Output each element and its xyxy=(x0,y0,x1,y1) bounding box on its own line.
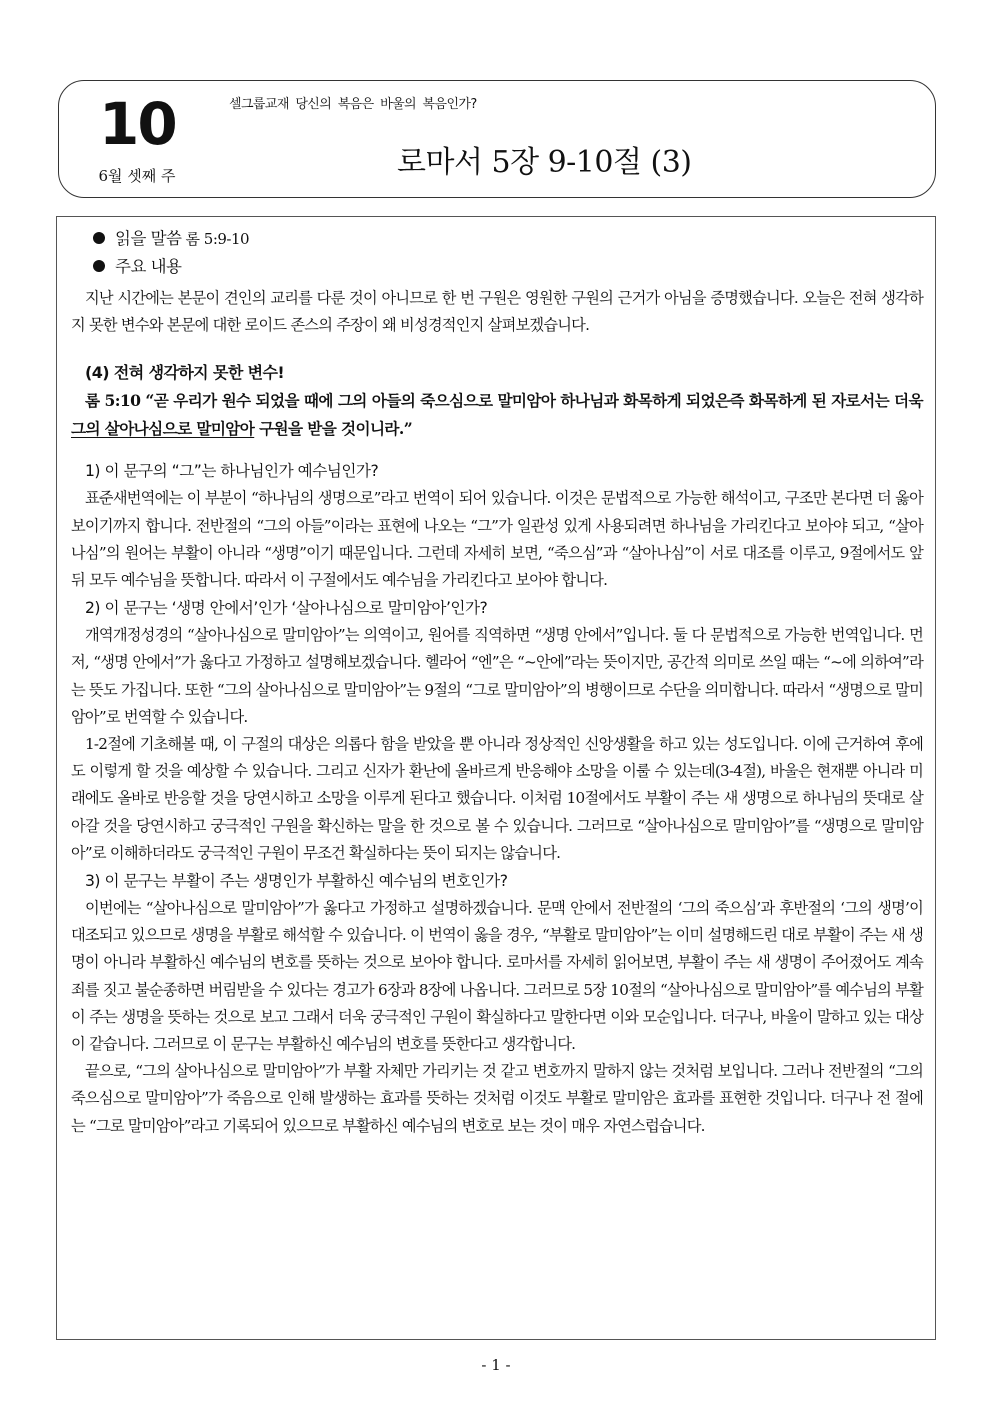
question-paragraph: 개역개정성경의 “살아나심으로 말미암아”는 의역이고, 원어를 직역하면 “생명 안에서”입니다. 둘 다 문법적으로 가능한 번역입니다. 먼저, “생명 안에서”가 옳다고 가정하고 설명해보겠습니다. 헬라어 “엔”은 “~안에”라는 뜻이지만, 공간적 의미로 쓰일 때는 “~에 의하여”라는 뜻도 가집니다. 또한 “그의 살아나심으로 말미암아”는 9절의 “그로 말미암아”의 병행이므로 수단을 의미합니다. 따라서 “생명으로 말미암아”로 번역할 수 있습니다. xyxy=(71,626,923,726)
question-heading: 3) 이 문구는 부활이 주는 생명인가 부활하신 예수님의 변호인가? xyxy=(85,872,508,891)
question-heading: 1) 이 문구의 “그”는 하나님인가 예수님인가? xyxy=(85,462,379,481)
intro-paragraph: 지난 시간에는 본문이 견인의 교리를 다룬 것이 아니므로 한 번 구원은 영원한 구원의 근거가 아님을 증명했습니다. 오늘은 전혀 생각하지 못한 변수와 본문에 대한 로이드 존스의 주장이 왜 비성경적인지 살펴보겠습니다. xyxy=(71,289,923,335)
verse-underlined-text: 그의 살아나심으로 말미암아 xyxy=(71,419,255,439)
main-content-label: 주요 내용 xyxy=(115,257,182,276)
main-content-line xyxy=(71,253,923,281)
verse-text: 롬 5:10 “곧 우리가 원수 되었을 때에 그의 아들의 죽으심으로 말미암아 하나님과 화목하게 되었은즉 화목하게 된 자로서는 더욱 xyxy=(85,391,923,411)
lesson-header xyxy=(58,80,936,198)
verse-text-end: 구원을 받을 것이니라.” xyxy=(254,419,413,439)
question-paragraph: 이번에는 “살아나심으로 말미암아”가 옳다고 가정하고 설명하겠습니다. 문맥 안에서 전반절의 ‘그의 죽으심’과 후반절의 ‘그의 생명’이 대조되고 있으므로 생명을 부활로 해석할 수 있습니다. 이 번역이 옳을 경우, “부활로 말미암아”는 이미 설명해드린 대로 부활이 주는 새 생명이 아니라 부활하신 예수님의 변호를 뜻하는 것으로 보아야 합니다. 로마서를 자세히 읽어보면, 부활이 주는 새 생명이 주어졌어도 계속 죄를 짓고 불순종하면 버림받을 수 있다는 경고가 6장과 8장에 나옵니다. 그러므로 5장 10절의 “살아나심으로 말미암아”를 예수님의 부활이 주는 생명을 뜻하는 것으로 보고 그래서 더욱 궁극적인 구원이 확실하다고 말한다면 이와 모순입니다. 더구나, 바울이 말하고 있는 대상이 같습니다. 그러므로 이 문구는 부활하신 예수님의 변호를 뜻한다고 생각합니다. xyxy=(71,899,923,1054)
reading-label: 읽을 말씀 xyxy=(115,229,182,248)
question-paragraph: 끝으로, “그의 살아나심으로 말미암아”가 부활 자체만 가리키는 것 같고 변호까지 말하지 않는 것처럼 보입니다. 그러나 전반절의 “그의 죽으심으로 말미암아”가 죽음으로 인해 발생하는 효과를 뜻하는 것처럼 이것도 부활로 말미암은 효과를 표현한 것입니다. 더구나 전 절에는 “그로 말미암아”라고 기록되어 있으므로 부활하신 예수님의 변호로 보는 것이 매우 자연스럽습니다. xyxy=(71,1062,923,1135)
question-heading: 2) 이 문구는 ‘생명 안에서’인가 ‘살아나심으로 말미암아’인가? xyxy=(85,599,488,618)
lesson-number: 10 xyxy=(99,90,176,158)
series-title: 셀그룹교재 당신의 복음은 바울의 복음인가? xyxy=(229,97,477,112)
lesson-title: 로마서 5장 9-10절 (3) xyxy=(397,145,692,180)
reading-line xyxy=(71,225,923,253)
question-paragraph: 표준새번역에는 이 부분이 “하나님의 생명으로”라고 번역이 되어 있습니다. 이것은 문법적으로 가능한 해석이고, 구조만 본다면 더 옳아 보이기까지 합니다. 전반절의 “그의 아들”이라는 표현에 나오는 “그”가 일관성 있게 사용되려면 하나님을 가리킨다고 보아야 되고, “살아나심”의 원어는 부활이 아니라 “생명”이기 때문입니다. 그런데 자세히 보면, “죽으심”과 “살아나심”이 서로 대조를 이루고, 9절에서도 앞뒤 모두 예수님을 뜻합니다. 따라서 이 구절에서도 예수님을 가리킨다고 보아야 합니다. xyxy=(71,489,923,590)
page-number: - 1 - xyxy=(481,1356,511,1374)
verse-quote xyxy=(71,387,923,443)
reading-reference: 롬 5:9-10 xyxy=(185,230,250,248)
week-label: 6월 셋째 주 xyxy=(98,167,176,185)
content-box xyxy=(56,216,936,1340)
bullet-icon xyxy=(93,260,105,272)
bullet-icon xyxy=(93,232,105,244)
section-heading: (4) 전혀 생각하지 못한 변수! xyxy=(85,363,285,383)
question-paragraph: 1-2절에 기초해볼 때, 이 구절의 대상은 의롭다 함을 받았을 뿐 아니라 정상적인 신앙생활을 하고 있는 성도입니다. 이에 근거하여 후에도 이렇게 할 것을 예상할 수 있습니다. 그리고 신자가 환난에 올바르게 반응해야 소망을 이룰 수 있는데(3-4절), 바울은 현재뿐 아니라 미래에도 올바로 반응할 것을 당연시하고 소망을 이루게 된다고 했습니다. 이처럼 10절에서도 부활이 주는 새 생명으로 하나님의 뜻대로 살아갈 것을 당연시하고 궁극적인 구원을 확신하는 말을 한 것으로 볼 수 있습니다. 그러므로 “살아나심으로 말미암아”를 “생명으로 말미암아”로 이해하더라도 궁극적인 구원이 무조건 확실하다는 뜻이 되지는 않습니다. xyxy=(71,735,923,862)
